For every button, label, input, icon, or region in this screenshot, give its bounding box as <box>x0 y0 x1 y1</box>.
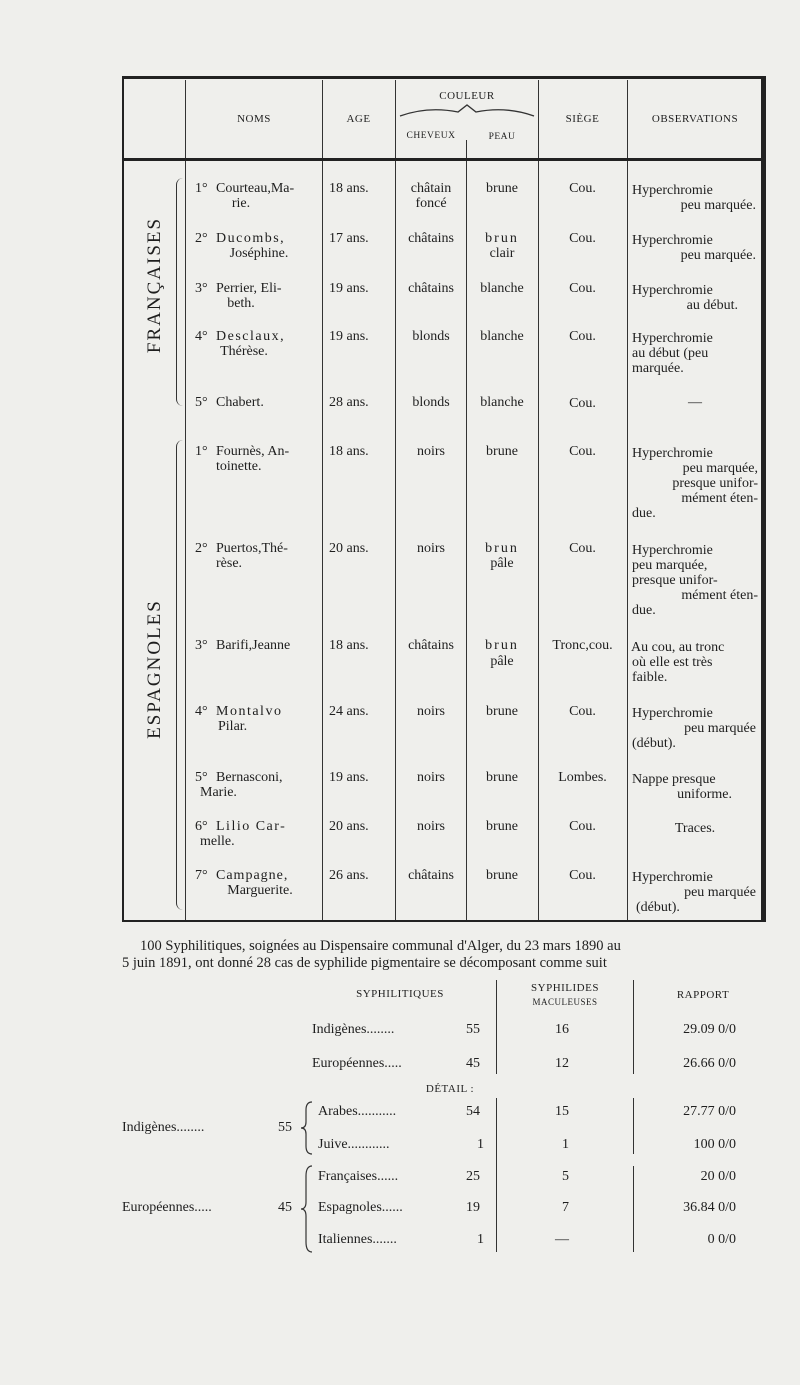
observation-line: Hyperchromie <box>632 183 713 198</box>
observation-line: Hyperchromie <box>632 870 713 885</box>
siege-cell: Cou. <box>569 231 596 246</box>
siege-cell: Cou. <box>569 396 596 411</box>
header-syphilitiques: SYPHILITIQUES <box>356 988 444 1000</box>
name-line: Campagne, <box>216 868 289 883</box>
age-cell: 18 ans. <box>329 181 369 196</box>
observation-line: où elle est très <box>632 655 713 670</box>
detail-count: 25 <box>466 1169 480 1184</box>
age-cell: 19 ans. <box>329 770 369 785</box>
age-cell: 28 ans. <box>329 395 369 410</box>
row-number: 3° <box>195 281 208 296</box>
detail-label: Juive............ <box>318 1137 390 1152</box>
row-number: 4° <box>195 704 208 719</box>
detail-rapport: 27.77 0/0 <box>683 1104 736 1119</box>
siege-cell: Cou. <box>569 181 596 196</box>
name-line: Perrier, Eli- <box>216 281 282 296</box>
name-line: Fournès, An- <box>216 444 290 459</box>
observation-line: au début. <box>686 298 738 313</box>
summary-count: 45 <box>466 1056 480 1071</box>
detail-count: 1 <box>477 1137 484 1152</box>
name-line: Puertos,Thé- <box>216 541 288 556</box>
col-divider <box>496 980 497 1074</box>
peau-cell: brune <box>486 704 518 719</box>
detail-rapport: 0 0/0 <box>707 1232 736 1247</box>
row-number: 6° <box>195 819 208 834</box>
name-line: Marguerite. <box>227 883 293 898</box>
peau-cell: brune <box>486 868 518 883</box>
summary-rapport: 29.09 0/0 <box>683 1022 736 1037</box>
header-observations: OBSERVATIONS <box>651 113 739 125</box>
name-line: Ducombs, <box>216 231 286 246</box>
row-number: 2° <box>195 541 208 556</box>
summary-paragraph-line: 100 Syphilitiques, soignées au Dispensaire communal d'Alger, du 23 mars 1890 au <box>140 938 621 954</box>
name-line: Thérèse. <box>220 344 268 359</box>
summary-count: 55 <box>466 1022 480 1037</box>
row-number: 3° <box>195 638 208 653</box>
age-cell: 24 ans. <box>329 704 369 719</box>
observation-line: Hyperchromie <box>632 331 713 346</box>
observation-line: Hyperchromie <box>632 706 713 721</box>
peau-cell: brune <box>486 181 518 196</box>
siege-cell: Cou. <box>569 868 596 883</box>
header-couleur: COULEUR <box>439 90 495 102</box>
cheveux-cell: châtains <box>408 231 454 246</box>
cheveux-cell: noirs <box>417 770 445 785</box>
detail-label: Arabes........... <box>318 1104 397 1119</box>
observation-line: peu marquée. <box>680 198 756 213</box>
observation-line: peu marquée <box>684 721 756 736</box>
detail-label: Françaises...... <box>318 1169 399 1184</box>
header-noms: NOMS <box>237 113 271 125</box>
detail-maculeuses: 5 <box>562 1169 569 1184</box>
siege-cell: Cou. <box>569 541 596 556</box>
peau-cell: pâle <box>490 556 514 571</box>
group-count: 55 <box>278 1120 292 1135</box>
header-syphilides: SYPHILIDES <box>531 982 599 994</box>
row-number: 5° <box>195 395 208 410</box>
header-rapport: RAPPORT <box>676 989 730 1001</box>
detail-count: 1 <box>477 1232 484 1247</box>
detail-maculeuses: 7 <box>562 1200 569 1215</box>
observation-line: due. <box>632 506 656 521</box>
summary-label: Indigènes........ <box>312 1022 395 1037</box>
row-number: 4° <box>195 329 208 344</box>
peau-cell: brun <box>485 638 519 653</box>
age-cell: 20 ans. <box>329 819 369 834</box>
header-siege: SIÈGE <box>565 113 600 125</box>
row-number: 5° <box>195 770 208 785</box>
age-cell: 19 ans. <box>329 281 369 296</box>
observation-line: au début (peu <box>632 346 709 361</box>
group-brace <box>176 178 183 406</box>
group-label: Européennes..... <box>122 1200 212 1215</box>
name-line: toinette. <box>216 459 262 474</box>
cheveux-cell: blonds <box>412 395 450 410</box>
observation-line: due. <box>632 603 656 618</box>
detail-maculeuses: — <box>555 1232 569 1247</box>
observation-line: (début). <box>632 736 676 751</box>
group-label: Indigènes........ <box>122 1120 205 1135</box>
siege-cell: Cou. <box>569 819 596 834</box>
peau-cell: pâle <box>490 654 514 669</box>
observation-line: Hyperchromie <box>632 543 713 558</box>
col-divider <box>496 1098 497 1252</box>
observation-line: peu marquée <box>684 885 756 900</box>
peau-cell: blanche <box>480 395 524 410</box>
peau-cell: blanche <box>480 281 524 296</box>
cheveux-cell: noirs <box>417 541 445 556</box>
siege-cell: Lombes. <box>558 770 607 785</box>
group-brace <box>176 440 183 910</box>
peau-cell: blanche <box>480 329 524 344</box>
name-line: Desclaux, <box>216 329 286 344</box>
name-line: rèse. <box>216 556 243 571</box>
observation-line: Traces. <box>674 821 716 836</box>
name-line: Bernasconi, <box>216 770 283 785</box>
peau-cell: clair <box>489 246 515 261</box>
peau-cell: brun <box>485 541 519 556</box>
header-rule <box>124 158 762 161</box>
siege-cell: Tronc,cou. <box>552 638 613 653</box>
observation-line: Hyperchromie <box>632 283 713 298</box>
detail-label: Espagnoles...... <box>318 1200 403 1215</box>
name-line: rie. <box>231 196 251 211</box>
name-line: Courteau,Ma- <box>216 181 295 196</box>
observation-line: Hyperchromie <box>632 446 713 461</box>
observation-line: peu marquée, <box>632 558 708 573</box>
peau-cell: brune <box>486 444 518 459</box>
observation-line: — <box>688 395 702 410</box>
header-maculeuses: MACULEUSES <box>532 997 598 1007</box>
name-line: melle. <box>200 834 235 849</box>
header-age: AGE <box>346 113 371 125</box>
age-cell: 18 ans. <box>329 444 369 459</box>
observation-line: faible. <box>632 670 668 685</box>
cheveux-cell: châtain <box>410 181 452 196</box>
col-divider <box>322 80 323 920</box>
name-line: Chabert. <box>216 395 264 410</box>
age-cell: 19 ans. <box>329 329 369 344</box>
cheveux-cell: châtains <box>408 868 454 883</box>
name-line: Joséphine. <box>229 246 289 261</box>
col-divider <box>627 80 628 920</box>
observation-line: Nappe presque <box>632 772 716 787</box>
age-cell: 20 ans. <box>329 541 369 556</box>
cheveux-cell: blonds <box>412 329 450 344</box>
summary-paragraph-line: 5 juin 1891, ont donné 28 cas de syphilide pigmentaire se décomposant comme suit <box>122 955 607 971</box>
couleur-brace <box>398 104 536 118</box>
siege-cell: Cou. <box>569 281 596 296</box>
summary-maculeuses: 16 <box>555 1022 569 1037</box>
col-divider <box>633 1166 634 1252</box>
header-peau: PEAU <box>488 132 516 142</box>
detail-count: 54 <box>466 1104 480 1119</box>
age-cell: 17 ans. <box>329 231 369 246</box>
cheveux-cell: noirs <box>417 444 445 459</box>
observation-line: peu marquée, <box>682 461 758 476</box>
name-line: Lilio Car- <box>216 819 287 834</box>
observation-line: Hyperchromie <box>632 233 713 248</box>
observation-line: (début). <box>636 900 680 915</box>
group-count: 45 <box>278 1200 292 1215</box>
observation-line: mément éten- <box>681 588 758 603</box>
row-number: 2° <box>195 231 208 246</box>
header-cheveux: CHEVEUX <box>406 131 456 141</box>
cheveux-cell: foncé <box>415 196 447 211</box>
observation-line: Au cou, au tronc <box>631 640 725 655</box>
observation-line: presque unifor- <box>672 476 758 491</box>
name-line: Pilar. <box>218 719 248 734</box>
detail-maculeuses: 15 <box>555 1104 569 1119</box>
peau-cell: brune <box>486 819 518 834</box>
name-line: beth. <box>227 296 255 311</box>
cheveux-cell: châtains <box>408 281 454 296</box>
cheveux-cell: noirs <box>417 704 445 719</box>
detail-count: 19 <box>466 1200 480 1215</box>
summary-rapport: 26.66 0/0 <box>683 1056 736 1071</box>
peau-cell: brune <box>486 770 518 785</box>
age-cell: 18 ans. <box>329 638 369 653</box>
detail-maculeuses: 1 <box>562 1137 569 1152</box>
name-line: Marie. <box>200 785 237 800</box>
detail-rapport: 20 0/0 <box>700 1169 736 1184</box>
row-number: 1° <box>195 181 208 196</box>
name-line: Barifi,Jeanne <box>216 638 291 653</box>
observation-line: presque unifor- <box>632 573 718 588</box>
name-line: Montalvo <box>216 704 283 719</box>
siege-cell: Cou. <box>569 444 596 459</box>
detail-brace <box>300 1164 314 1254</box>
cheveux-cell: châtains <box>408 638 454 653</box>
peau-cell: brun <box>485 231 519 246</box>
row-number: 1° <box>195 444 208 459</box>
summary-maculeuses: 12 <box>555 1056 569 1071</box>
siege-cell: Cou. <box>569 329 596 344</box>
detail-label: Italiennes....... <box>318 1232 397 1247</box>
observation-line: peu marquée. <box>680 248 756 263</box>
detail-brace <box>300 1100 314 1156</box>
cheveux-cell: noirs <box>417 819 445 834</box>
siege-cell: Cou. <box>569 704 596 719</box>
group-label-francaises: FRANÇAISES <box>144 216 165 354</box>
col-divider <box>538 80 539 920</box>
col-divider <box>633 1098 634 1154</box>
detail-label: DÉTAIL : <box>425 1083 475 1095</box>
group-label-espagnoles: ESPAGNOLES <box>144 599 165 739</box>
detail-rapport: 36.84 0/0 <box>683 1200 736 1215</box>
observation-line: uniforme. <box>677 787 732 802</box>
observation-line: mément éten- <box>681 491 758 506</box>
detail-rapport: 100 0/0 <box>693 1137 736 1152</box>
summary-label: Européennes..... <box>312 1056 402 1071</box>
row-number: 7° <box>195 868 208 883</box>
age-cell: 26 ans. <box>329 868 369 883</box>
observation-line: marquée. <box>632 361 684 376</box>
